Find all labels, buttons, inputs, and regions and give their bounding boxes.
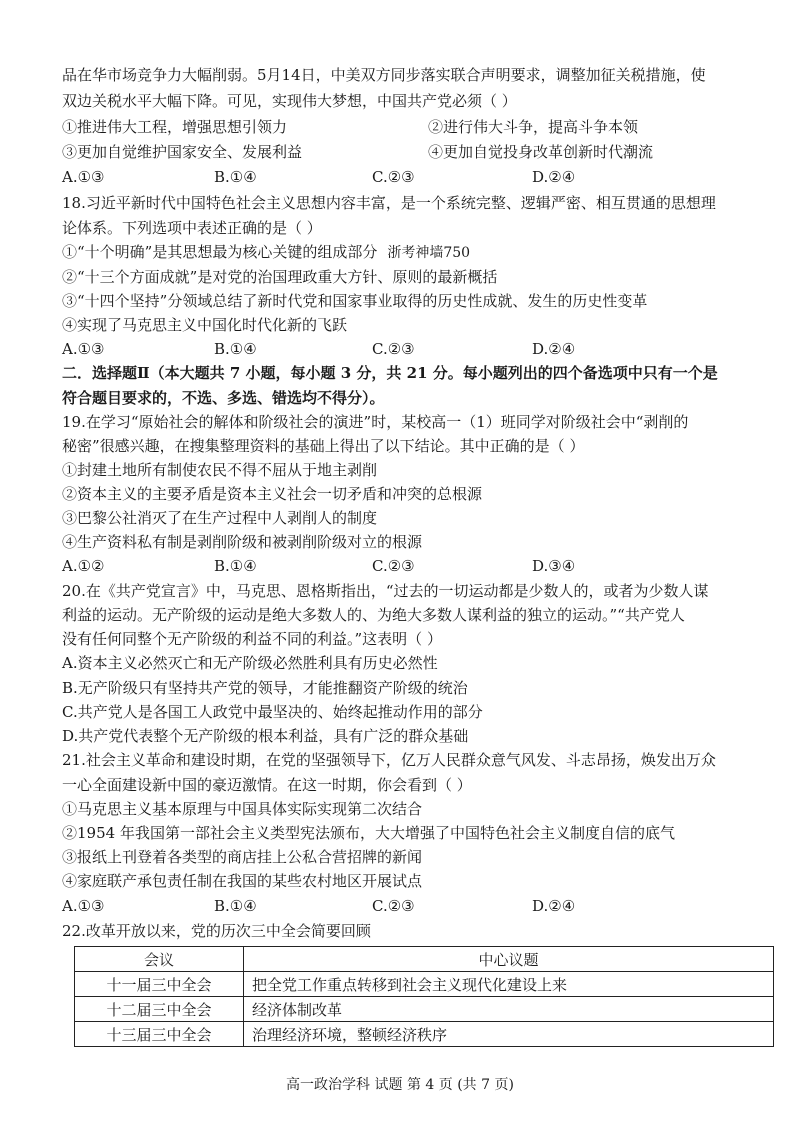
q18-stem-line1: 18.习近平新时代中国特色社会主义思想内容丰富，是一个系统完整、逻辑严密、相互贯通的思想理	[62, 194, 716, 212]
q21-choices	[62, 895, 762, 917]
plenum-table	[74, 946, 774, 1047]
q18-choice-a[interactable]: A.①③	[62, 340, 105, 358]
q17-stem-line2: 双边关税水平大幅下降。可见，实现伟大梦想，中国共产党必须（ ）	[62, 92, 517, 110]
section2-heading-line2: 符合题目要求的，不选、多选、错选均不得分）。	[62, 389, 385, 407]
q20-option-a[interactable]: A.资本主义必然灭亡和无产阶级必然胜利具有历史必然性	[62, 654, 438, 672]
q21-option-4: ④家庭联产承包责任制在我国的某些农村地区开展试点	[62, 872, 423, 890]
table-header-row	[75, 947, 774, 972]
q19-option-4: ④生产资料私有制是剥削阶级和被剥削阶级对立的根源	[62, 533, 423, 551]
table-row	[75, 997, 774, 1022]
q19-stem-line1: 19.在学习“原始社会的解体和阶级社会的演进”时，某校高一（1）班同学对阶级社会中“剥削的	[62, 413, 689, 431]
q17-choice-d[interactable]: D.②④	[532, 168, 576, 186]
table-row	[75, 1022, 774, 1047]
q20-option-b[interactable]: B.无产阶级只有坚持共产党的领导，才能推翻资产阶级的统治	[62, 679, 468, 697]
table-cell-topic: 把全党工作重点转移到社会主义现代化建设上来	[244, 972, 774, 997]
q19-stem-line2: 秘密”很感兴趣，在搜集整理资料的基础上得出了以下结论。其中正确的是（ ）	[62, 437, 585, 455]
q19-choice-b[interactable]: B.①④	[214, 557, 257, 575]
q20-stem-line1: 20.在《共产党宣言》中，马克思、恩格斯指出，“过去的一切运动都是少数人的，或者为少数人谋	[62, 582, 709, 600]
q22-stem: 22.改革开放以来，党的历次三中全会简要回顾	[62, 922, 371, 940]
table-cell-topic: 经济体制改革	[244, 997, 774, 1022]
q17-options-row1	[62, 116, 762, 138]
q18-choices	[62, 338, 762, 360]
q17-choice-b[interactable]: B.①④	[214, 168, 257, 186]
q17-options-row2	[62, 141, 762, 163]
q20-option-c[interactable]: C.共产党人是各国工人政党中最坚决的、始终起推动作用的部分	[62, 703, 483, 721]
q21-option-2: ②1954 年我国第一部社会主义类型宪法颁布，大大增强了中国特色社会主义制度自信的底气	[62, 824, 675, 842]
table-header-topic: 中心议题	[244, 947, 774, 972]
q21-choice-a[interactable]: A.①③	[62, 897, 105, 915]
q21-option-3: ③报纸上刊登着各类型的商店挂上公私合营招牌的新闻	[62, 848, 423, 866]
q17-choice-a[interactable]: A.①③	[62, 168, 105, 186]
q17-option-4: ④更加自觉投身改革创新时代潮流	[428, 143, 654, 161]
q19-option-2: ②资本主义的主要矛盾是资本主义社会一切矛盾和冲突的总根源	[62, 485, 483, 503]
q19-choice-c[interactable]: C.②③	[372, 557, 415, 575]
q17-option-2: ②进行伟大斗争，提高斗争本领	[428, 118, 639, 136]
q19-choice-d[interactable]: D.③④	[532, 557, 576, 575]
q18-option-1: ①“十个明确”是其思想最为核心关键的组成部分	[62, 243, 378, 261]
q17-option-1: ①推进伟大工程，增强思想引领力	[62, 118, 288, 136]
q21-stem-line2: 一心全面建设新中国的豪迈激情。在这一时期，你会看到（ ）	[62, 776, 472, 794]
q21-choice-d[interactable]: D.②④	[532, 897, 576, 915]
q19-option-3: ③巴黎公社消灭了在生产过程中人剥削人的制度	[62, 509, 378, 527]
q20-stem-line2: 利益的运动。无产阶级的运动是绝大多数人的、为绝大多数人谋利益的独立的运动。”“共产党人	[62, 606, 685, 624]
q19-choices	[62, 555, 762, 577]
q19-option-1: ①封建土地所有制使农民不得不屈从于地主剥削	[62, 461, 378, 479]
q21-stem-line1: 21.社会主义革命和建设时期，在党的坚强领导下，亿万人民群众意气风发、斗志昂扬，焕发出万众	[62, 751, 716, 769]
q17-choices	[62, 166, 762, 188]
q18-option-4: ④实现了马克思主义中国化时代化新的飞跃	[62, 316, 348, 334]
q20-option-d[interactable]: D.共产党代表整个无产阶级的根本利益，具有广泛的群众基础	[62, 727, 469, 745]
q21-choice-b[interactable]: B.①④	[214, 897, 257, 915]
q20-stem-line3: 没有任何同整个无产阶级的利益不同的利益。”这表明（ ）	[62, 630, 442, 648]
q18-stem-line2: 论体系。下列选项中表述正确的是（ ）	[62, 219, 322, 237]
table-cell-meeting: 十三届三中全会	[75, 1022, 244, 1047]
q17-stem-line1: 品在华市场竞争力大幅削弱。5月14日，中美双方同步落实联合声明要求，调整加征关税措施，使	[62, 66, 706, 84]
section2-heading-line1: 二．选择题Ⅱ（本大题共 7 小题，每小题 3 分，共 21 分。每小题列出的四个备选项中只有一个是	[62, 364, 718, 382]
q18-option-2: ②“十三个方面成就”是对党的治国理政重大方针、原则的最新概括	[62, 268, 498, 286]
q19-choice-a[interactable]: A.①②	[62, 557, 105, 575]
table-row	[75, 972, 774, 997]
q17-option-3: ③更加自觉维护国家安全、发展利益	[62, 143, 303, 161]
q18-option-1-line	[62, 241, 764, 264]
q17-choice-c[interactable]: C.②③	[372, 168, 415, 186]
table-cell-meeting: 十二届三中全会	[75, 997, 244, 1022]
q18-choice-d[interactable]: D.②④	[532, 340, 576, 358]
q18-option-3: ③“十四个坚持”分领域总结了新时代党和国家事业取得的历史性成就、发生的历史性变革	[62, 292, 648, 310]
q21-option-1: ①马克思主义基本原理与中国具体实际实现第二次结合	[62, 800, 423, 818]
q18-choice-c[interactable]: C.②③	[372, 340, 415, 358]
table-header-meeting: 会议	[75, 947, 244, 972]
page-footer: 高一政治学科 试题 第 4 页 (共 7 页)	[286, 1077, 514, 1093]
watermark-text: 浙考神墙750	[387, 245, 471, 261]
q21-choice-c[interactable]: C.②③	[372, 897, 415, 915]
q18-choice-b[interactable]: B.①④	[214, 340, 257, 358]
table-cell-topic: 治理经济环境，整顿经济秩序	[244, 1022, 774, 1047]
table-cell-meeting: 十一届三中全会	[75, 972, 244, 997]
